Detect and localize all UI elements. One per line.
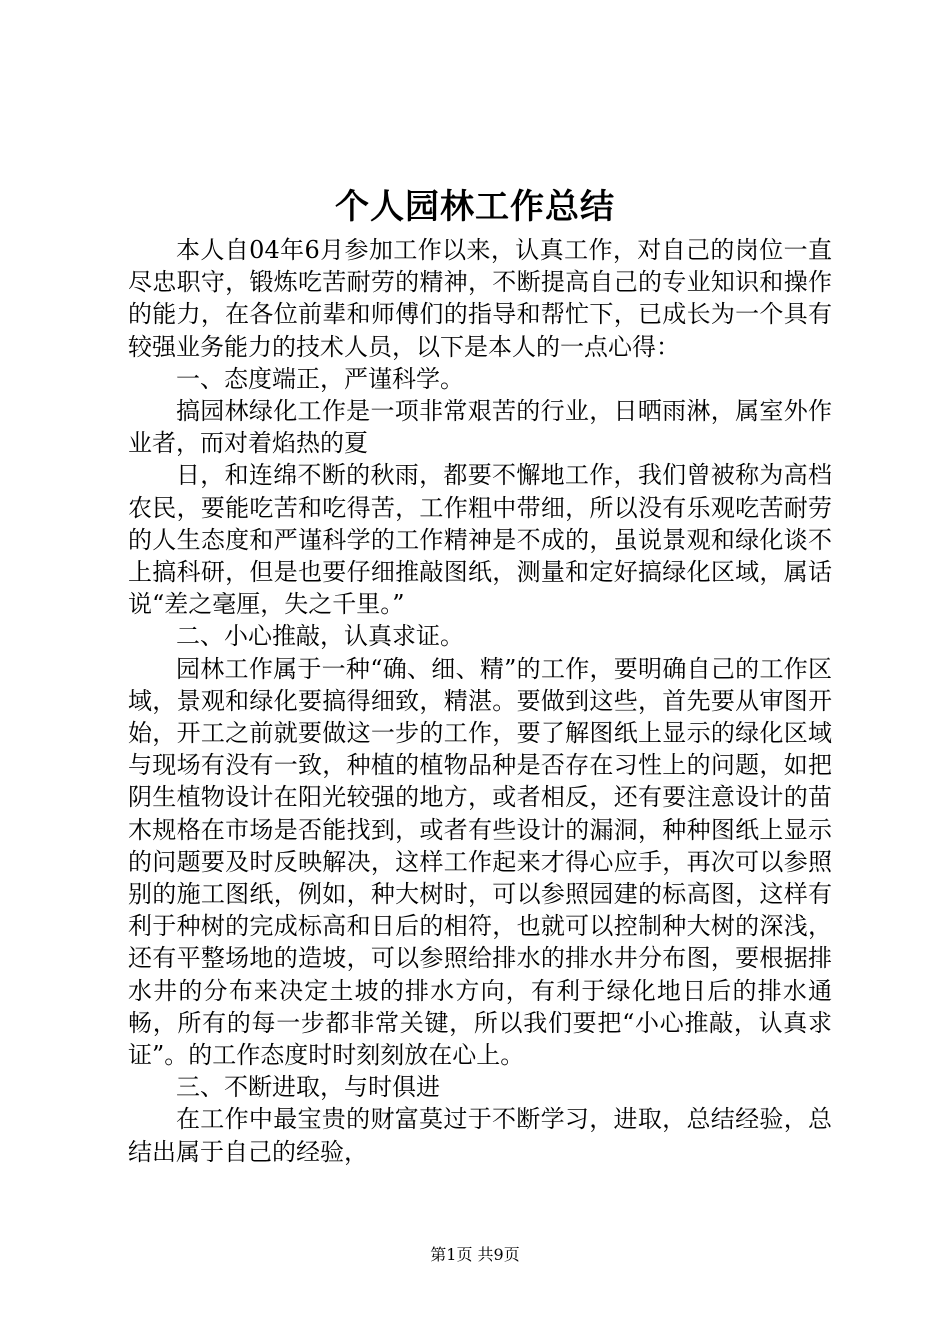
section-heading-3: 三、不断进取，与时俱进 <box>176 1073 440 1102</box>
paragraph-1a: 搞园林绿化工作是一项非常艰苦的行业，日晒雨淋，属室外作业者，而对着焰热的夏 <box>128 397 832 458</box>
document-body <box>128 234 832 1168</box>
page-number-footer: 第1页 共9页 <box>430 1245 520 1264</box>
paragraph-2: 园林工作属于一种“确、细、精”的工作，要明确自己的工作区域，景观和绿化要搞得细致，精湛。要做到这些，首先要从审图开始，开工之前就要做这一步的工作，要了解图纸上显示的绿化区域与现场有没有一致，种植的植物品种是否存在习性上的问题，如把阴生植物设计在阳光较强的地方，或者相反，还有要注意设计的苗木规格在市场是否能找到，或者有些设计的漏洞，种种图纸上显示的问题要及时反映解决，这样工作起来才得心应手，再次可以参照别的施工图纸，例如，种大树时，可以参照园建的标高图，这样有利于种树的完成标高和日后的相符，也就可以控制种大树的深浅，还有平整场地的造坡，可以参照给排水的排水井分布图，要根据排水井的分布来决定土坡的排水方向，有利于绿化地日后的排水通畅，所有的每一步都非常关键，所以我们要把“小心推敲，认真求证”。的工作态度时时刻刻放在心上。 <box>128 654 832 1070</box>
section-heading-1: 一、态度端正，严谨科学。 <box>176 364 464 393</box>
paragraph-3: 在工作中最宝贵的财富莫过于不断学习，进取，总结经验，总结出属于自己的经验， <box>128 1105 832 1166</box>
section-heading-2: 二、小心推敲，认真求证。 <box>176 622 464 651</box>
document-title: 个人园林工作总结 <box>335 187 615 227</box>
paragraph-1b: 日，和连绵不断的秋雨，都要不懈地工作，我们曾被称为高档农民，要能吃苦和吃得苦，工作粗中带细，所以没有乐观吃苦耐劳的人生态度和严谨科学的工作精神是不成的，虽说景观和绿化谈不上搞科研，但是也要仔细推敲图纸，测量和定好搞绿化区域，属话说“差之毫厘，失之千里。” <box>128 461 832 619</box>
paragraph-intro: 本人自04年6月参加工作以来，认真工作，对自己的岗位一直尽忠职守，锻炼吃苦耐劳的精神，不断提高自己的专业知识和操作的能力，在各位前辈和师傅们的指导和帮忙下，已成长为一个具有较强业务能力的技术人员，以下是本人的一点心得： <box>128 236 832 361</box>
